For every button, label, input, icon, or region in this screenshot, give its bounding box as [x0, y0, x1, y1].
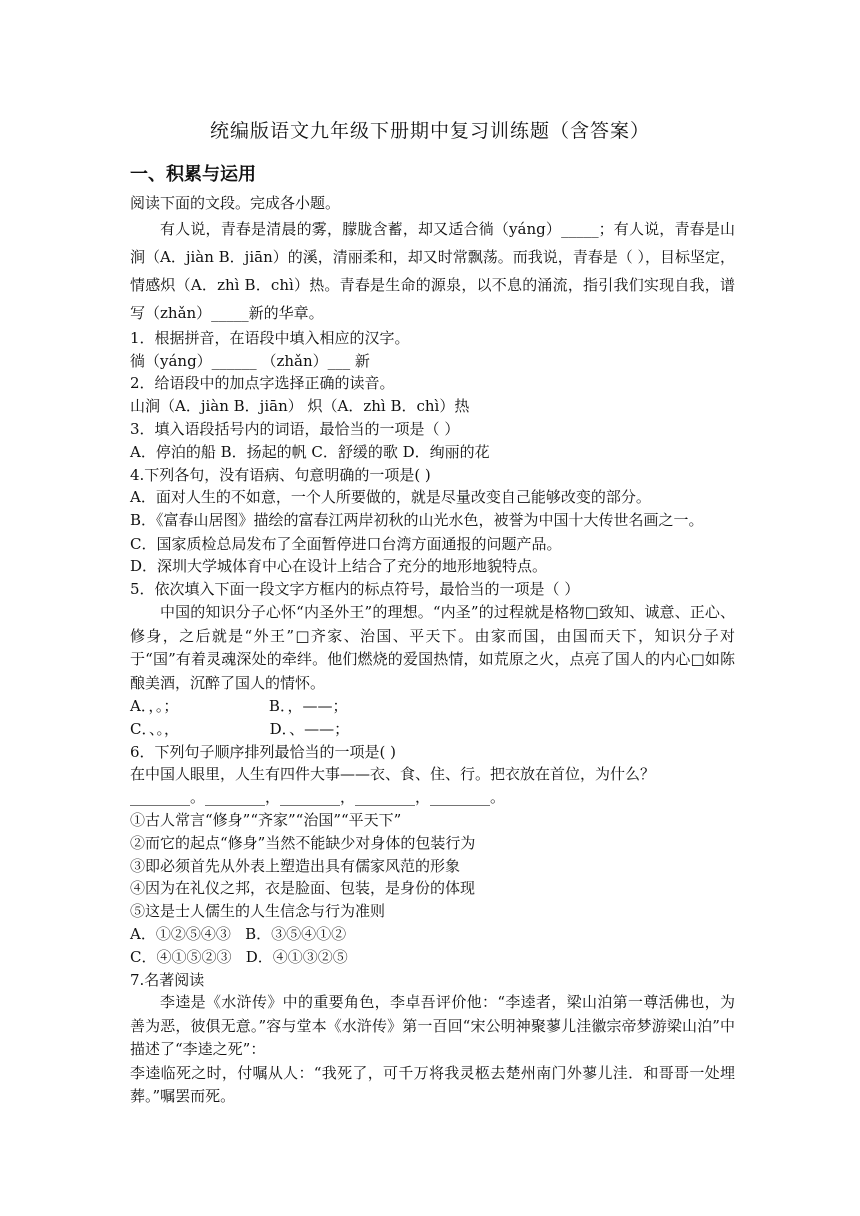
question-6-blanks: ________。________，________，________，________。 — [130, 788, 506, 807]
intro-line: 阅读下面的文段。完成各小题。 — [130, 194, 341, 212]
question-7-passage: 李逵是《水浒传》中的重要角色，李卓吾评价他：“李逵者，梁山泊第一尊活佛也，为善为恶，彼俱无意。”容与堂本《水浒传》第一百回“宋公明神聚蓼儿洼徽宗帝梦游梁山泊”中描述了“李逵之死”： — [130, 993, 735, 1059]
question-4-option-a: A．面对人生的不如意，一个人所要做的，就是尽量改变自己能够改变的部分。 — [130, 488, 651, 507]
question-5: 5．依次填入下面一段文字方框内的标点符号，最恰当的一项是（ ） — [130, 580, 580, 599]
question-6-sentence-3: ③即必须首先从外表上塑造出具有儒家风范的形象 — [130, 856, 461, 875]
question-4-option-b: B．《富春山居图》描绘的富春江两岸初秋的山光水色，被誉为中国十大传世名画之一。 — [130, 511, 704, 530]
question-4-option-d: D．深圳大学城体育中心在设计上结合了充分的地形地貌特点。 — [130, 557, 548, 576]
question-6-sentence-5: ⑤这是士人儒生的人生信念与行为准则 — [130, 902, 386, 921]
question-6-options-ab: A．①②⑤④③ B．③⑤④①② — [130, 925, 347, 944]
question-6-sentence-1: ①古人常言“修身”“齐家”“治国”“平天下” — [130, 811, 402, 830]
question-3: 3．填入语段括号内的词语，最恰当的一项是（ ） — [130, 419, 460, 438]
question-5-options-ab: A．，。； B．，——； — [130, 697, 348, 716]
question-7-quote: 李逵临死之时，付嘱从人：“我死了，可千万将我灵柩去楚州南门外蓼儿洼．和哥哥一处埋葬。”嘱罢而死。 — [130, 1063, 735, 1106]
question-6: 6．下列句子顺序排列最恰当的一项是( ) — [130, 742, 397, 761]
question-4-option-c: C．国家质检总局发布了全面暂停进口台湾方面通报的问题产品。 — [130, 534, 562, 553]
question-7: 7.名著阅读 — [130, 970, 205, 989]
question-5-options-cd: C．、。， D．、——； — [130, 719, 350, 738]
question-5-passage: 中国的知识分子心怀“内圣外王”的理想。“内圣”的过程就是格物□致知、诚意、正心、修身，之后就是“外王”□齐家、治国、平天下。由家而国，由国而天下，知识分子对于“国”有着灵魂深处的牵绊。他们燃烧的爱国热情，如荒原之火，点亮了国人的内心□如陈酿美酒，沉醉了国人的情怀。 — [130, 603, 735, 692]
page-title: 统编版语文九年级下册期中复习训练题（含答案） — [209, 120, 650, 142]
document-body — [130, 192, 735, 1109]
question-1: 1．根据拼音，在语段中填入相应的汉字。 — [130, 328, 410, 347]
question-6-options-cd: C．④①⑤②③ D．④①③②⑤ — [130, 947, 348, 966]
question-1-answer-line: 徜（yáng）______ （zhǎn）___ 新 — [130, 351, 370, 370]
question-6-stem: 在中国人眼里，人生有四件大事——衣、食、住、行。把衣放在首位，为什么？ — [130, 765, 656, 784]
question-4: 4.下列各句，没有语病、句意明确的一项是( ) — [130, 465, 431, 484]
section-heading: 一、积累与运用 — [130, 164, 256, 185]
question-3-options: A．停泊的船 B．扬起的帆 C．舒缓的歌 D．绚丽的花 — [130, 442, 490, 461]
question-2-options: 山涧（A．jiàn B．jiān） 炽（A．zhì B．chì）热 — [130, 397, 470, 416]
question-6-sentence-2: ②而它的起点“修身”当然不能缺少对身体的包装行为 — [130, 833, 476, 852]
question-6-sentence-4: ④因为在礼仪之邦，衣是脸面、包装，是身份的体现 — [130, 879, 476, 898]
reading-passage: 有人说，青春是清晨的雾，朦胧含蓄，却又适合徜（yáng）_____；有人说，青春是山涧（A．jiàn B．jiān）的溪，清丽柔和，却又时常飘荡。而我说，青春是（ ），目标坚定，情感炽（A．zhì B．chì）热。青春是生命的源泉，以不息的涌流，指引我们实现自我，谱写（zhǎn）_____新的华章。 — [130, 219, 735, 322]
question-2: 2．给语段中的加点字选择正确的读音。 — [130, 374, 395, 393]
